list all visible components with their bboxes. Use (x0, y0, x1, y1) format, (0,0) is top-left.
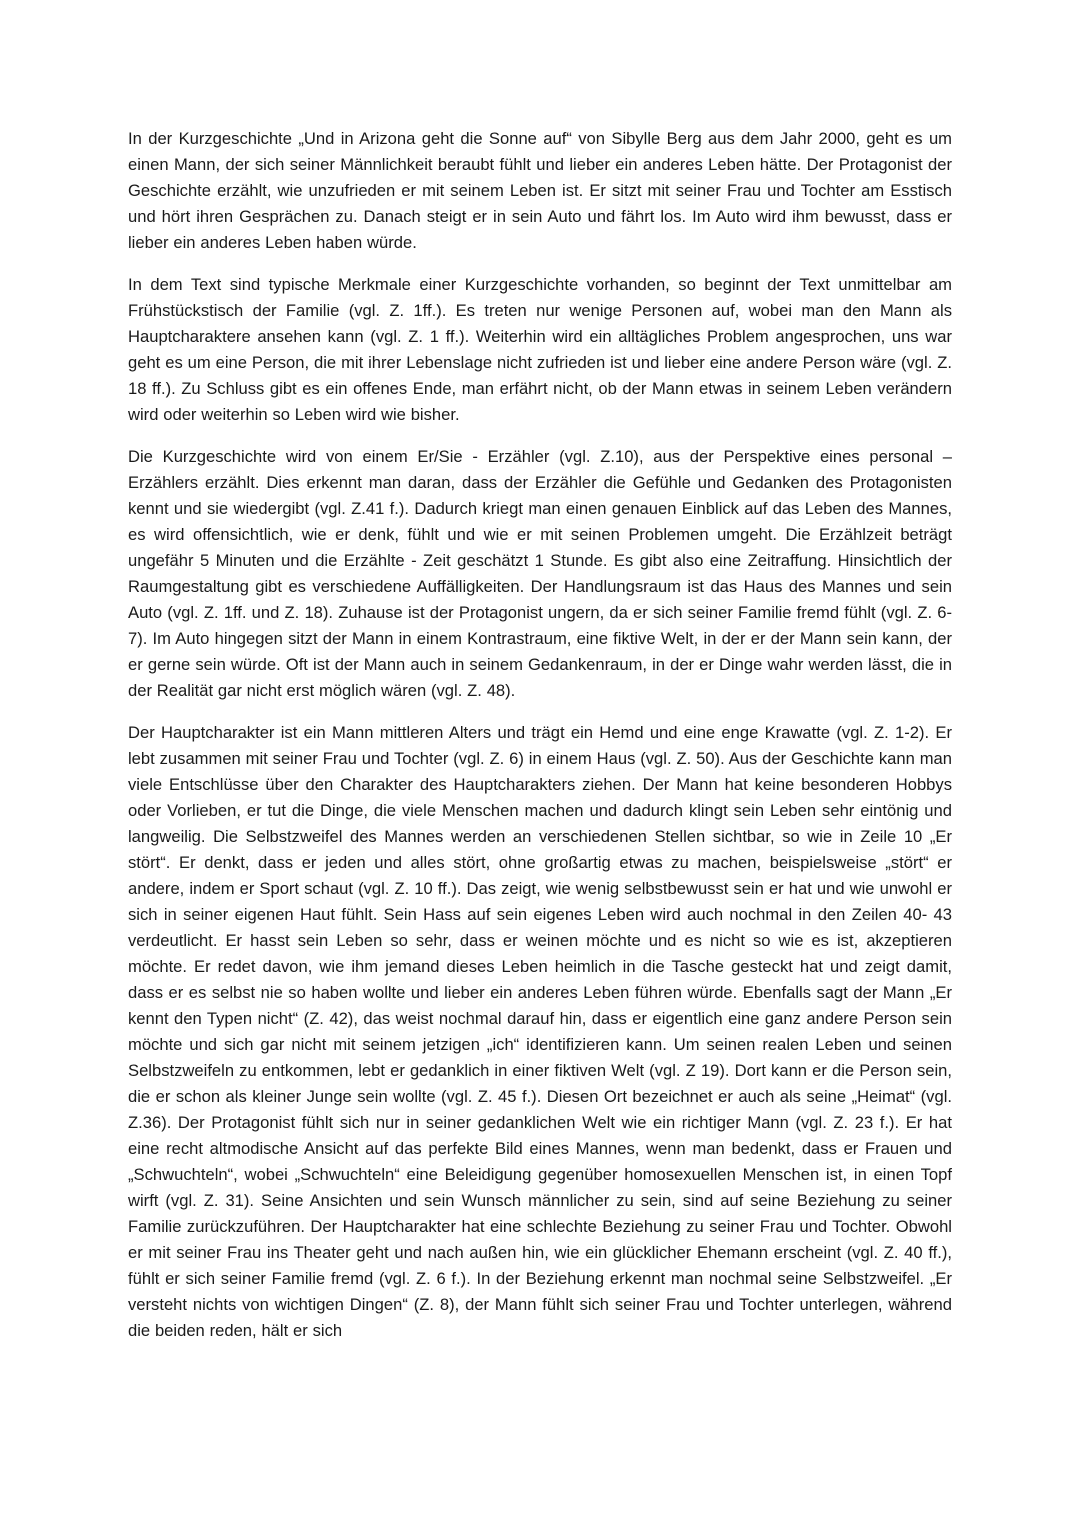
paragraph-character: Der Hauptcharakter ist ein Mann mittleren Alters und trägt ein Hemd und eine enge Krawatte (vgl. Z. 1-2). Er lebt zusammen mit seiner Frau und Tochter (vgl. Z. 6) in einem Haus (vgl. Z. 50). Aus der Geschichte kann man viele Entschlüsse über den Charakter des Hauptcharakters ziehen. Der Mann hat keine besonderen Hobbys oder Vorlieben, er tut die Dinge, die viele Menschen machen und dadurch klingt sein Leben sehr eintönig und langweilig. Die Selbstzweifel des Mannes werden an verschiedenen Stellen sichtbar, so wie in Zeile 10 „Er stört“. Er denkt, dass er jeden und alles stört, ohne großartig etwas zu machen, beispielsweise „stört“ er andere, indem er Sport schaut (vgl. Z. 10 ff.). Das zeigt, wie wenig selbstbewusst sein er hat und wie unwohl er sich in seiner eigenen Haut fühlt. Sein Hass auf sein eigenes Leben wird auch nochmal in den Zeilen 40- 43 verdeutlicht. Er hasst sein Leben so sehr, dass er weinen möchte und es nicht so wie es ist, akzeptieren möchte. Er redet davon, wie ihm jemand dieses Leben heimlich in die Tasche gesteckt hat und zeigt damit, dass er es selbst nie so haben wollte und lieber ein anderes Leben führen würde. Ebenfalls sagt der Mann „Er kennt den Typen nicht“ (Z. 42), das weist nochmal darauf hin, dass er eigentlich eine ganz andere Person sein möchte und sich gar nicht mit seinem jetzigen „ich“ identifizieren kann. Um seinen realen Leben und seinen Selbstzweifeln zu entkommen, lebt er gedanklich in einer fiktiven Welt (vgl. Z 19). Dort kann er die Person sein, die er schon als kleiner Junge sein wollte (vgl. Z. 45 f.). Diesen Ort bezeichnet er auch als seine „Heimat“ (vgl. Z.36). Der Protagonist fühlt sich nur in seiner gedanklichen Welt wie ein richtiger Mann (vgl. Z. 23 f.). Er hat eine recht altmodische Ansicht auf das perfekte Bild eines Mannes, wenn man bedenkt, dass er Frauen und „Schwuchteln“, wobei „Schwuchteln“ eine Beleidigung gegenüber homosexuellen Menschen ist, in einen Topf wirft (vgl. Z. 31). Seine Ansichten und sein Wunsch männlicher zu sein, sind auf seine Beziehung zu seiner Familie zurückzuführen. Der Hauptcharakter hat eine schlechte Beziehung zu seiner Frau und Tochter. Obwohl er mit seiner Frau ins Theater geht und nach außen hin, wie ein glücklicher Ehemann erscheint (vgl. Z. 40 ff.), fühlt er sich seiner Familie fremd (vgl. Z. 6 f.). In der Beziehung erkennt man nochmal seine Selbstzweifel. „Er versteht nichts von wichtigen Dingen“ (Z. 8), der Mann fühlt sich seiner Frau und Tochter unterlegen, während die beiden reden, hält er sich (128, 723, 952, 1340)
paragraph-summary: In der Kurzgeschichte „Und in Arizona geht die Sonne auf“ von Sibylle Berg aus dem Jahr 2000, geht es um einen Mann, der sich seiner Männlichkeit beraubt fühlt und lieber ein anderes Leben hätte. Der Protagonist der Geschichte erzählt, wie unzufrieden er mit seinem Leben ist. Er sitzt mit seiner Frau und Tochter am Esstisch und hört ihren Gesprächen zu. Danach steigt er in sein Auto und fährt los. Im Auto wird ihm bewusst, dass er lieber ein anderes Leben haben würde. (128, 129, 952, 252)
paragraph-features: In dem Text sind typische Merkmale einer Kurzgeschichte vorhanden, so beginnt der Text unmittelbar am Frühstückstisch der Familie (vgl. Z. 1ff.). Es treten nur wenige Personen auf, wobei man den Mann als Hauptcharaktere ansehen kann (vgl. Z. 1 ff.). Weiterhin wird ein alltägliches Problem angesprochen, uns war geht es um eine Person, die mit ihrer Lebenslage nicht zufrieden ist und lieber eine andere Person wäre (vgl. Z. 18 ff.). Zu Schluss gibt es ein offenes Ende, man erfährt nicht, ob der Mann etwas in seinem Leben verändern wird oder weiterhin so Leben wird wie bisher. (128, 275, 952, 424)
paragraph-narrator: Die Kurzgeschichte wird von einem Er/Sie - Erzähler (vgl. Z.10), aus der Perspektive eines personal – Erzählers erzählt. Dies erkennt man daran, dass der Erzähler die Gefühle und Gedanken des Protagonisten kennt und sie wiedergibt (vgl. Z.41 f.). Dadurch kriegt man einen genauen Einblick auf das Leben des Mannes, es wird offensichtlich, wie er denk, fühlt und wie er mit seinen Problemen umgeht. Die Erzählzeit beträgt ungefähr 5 Minuten und die Erzählte - Zeit geschätzt 1 Stunde. Es gibt also eine Zeitraffung. Hinsichtlich der Raumgestaltung gibt es verschiedene Auffälligkeiten. Der Handlungsraum ist das Haus des Mannes und sein Auto (vgl. Z. 1ff. und Z. 18). Zuhause ist der Protagonist ungern, da er sich seiner Familie fremd fühlt (vgl. Z. 6-7). Im Auto hingegen sitzt der Mann in einem Kontrastraum, eine fiktive Welt, in der er der Mann sein kann, der er gerne sein würde. Oft ist der Mann auch in seinem Gedankenraum, in der er Dinge wahr werden lässt, die in der Realität gar nicht erst möglich wären (vgl. Z. 48). (128, 447, 952, 700)
document-body (128, 126, 952, 1344)
